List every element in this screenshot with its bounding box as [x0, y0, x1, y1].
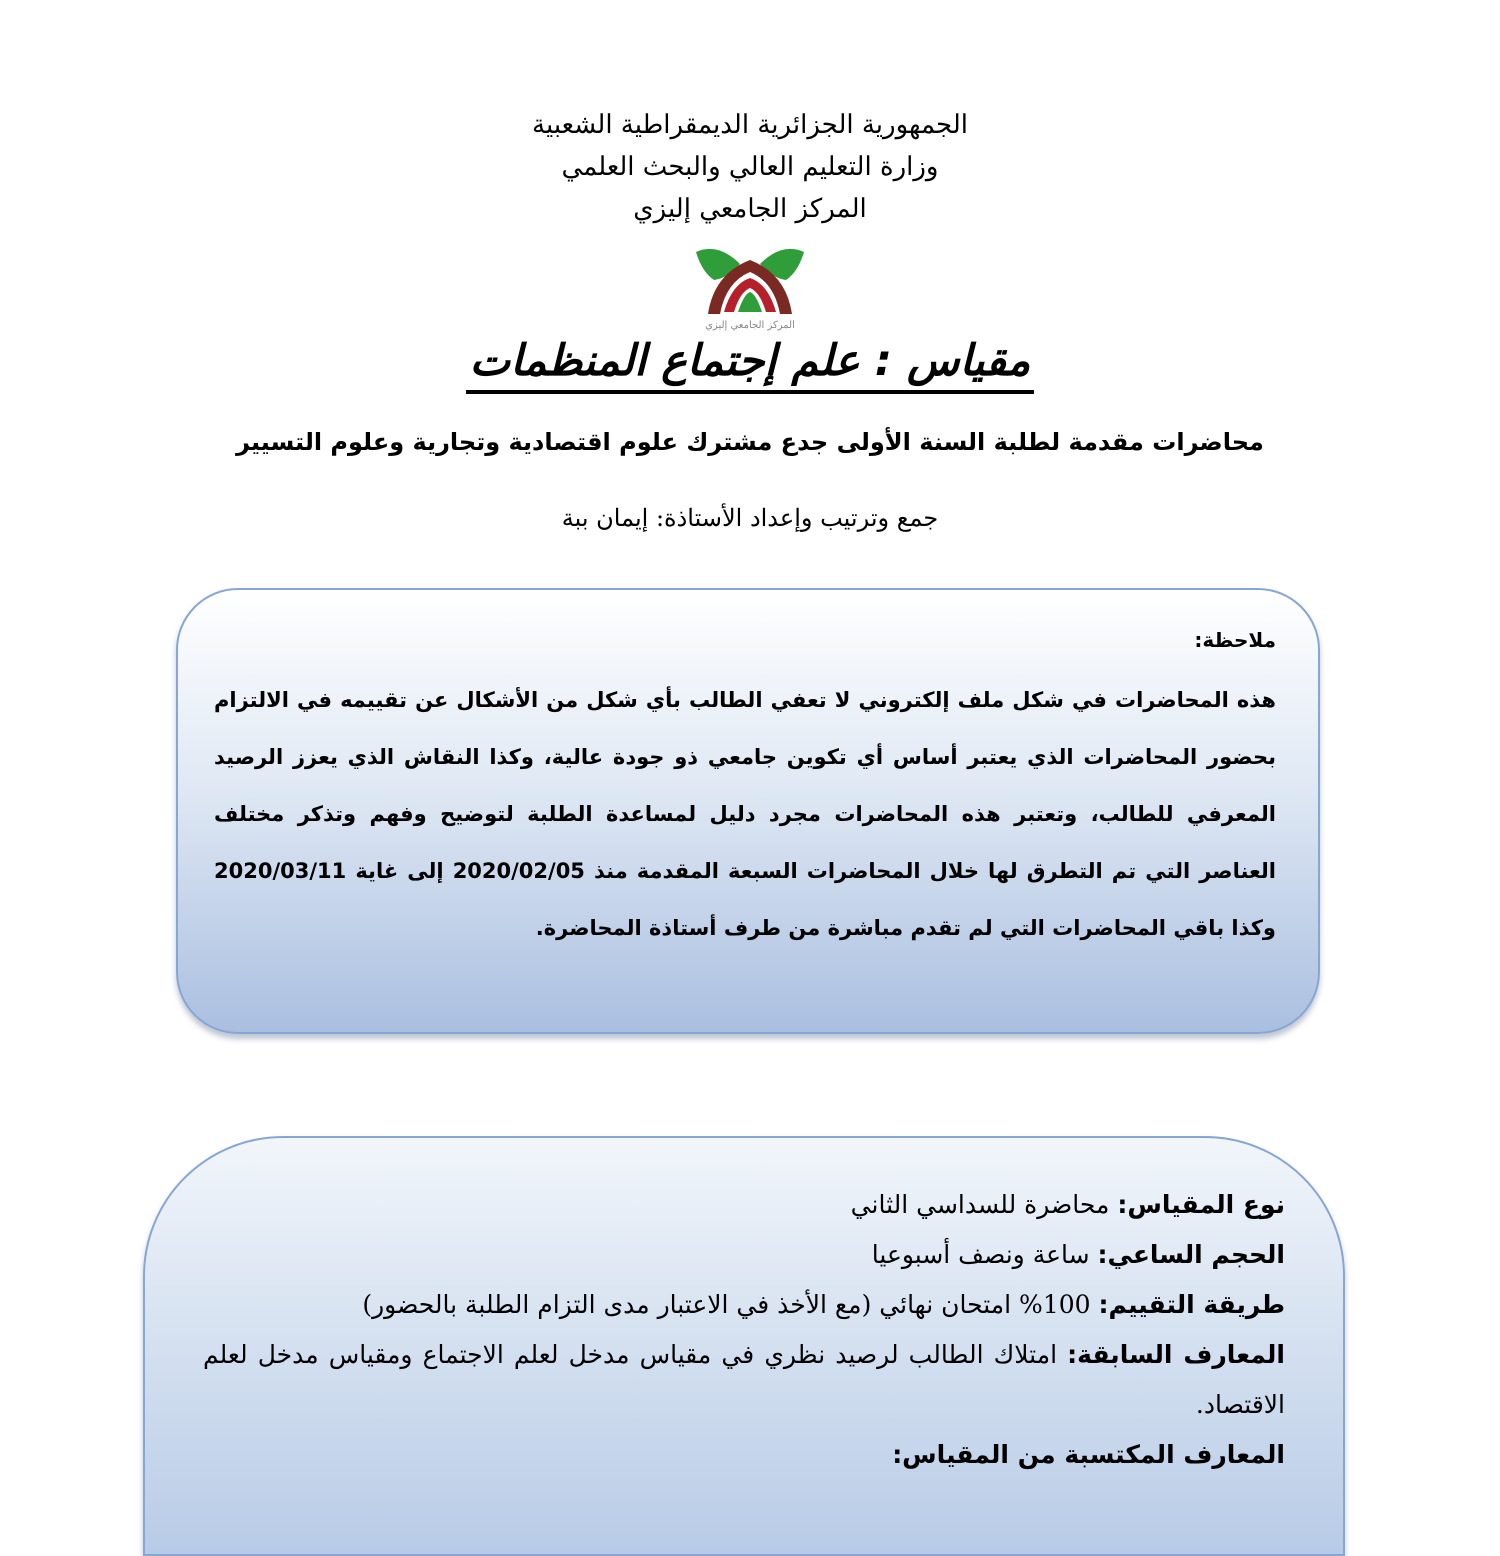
info-row-acquired	[203, 1430, 1285, 1480]
eval-value: 100% امتحان نهائي (مع الأخذ في الاعتبار مدى التزام الطلبة بالحضور)	[362, 1290, 1091, 1319]
info-row-type	[203, 1180, 1285, 1230]
acquired-label: المعارف المكتسبة من المقياس:	[892, 1440, 1285, 1469]
university-logo-icon	[688, 238, 812, 334]
hours-value: ساعة ونصف أسبوعيا	[871, 1240, 1090, 1269]
note-body: هذه المحاضرات في شكل ملف إلكتروني لا تعفي الطالب بأي شكل من الأشكال عن تقييمه في الالتزام بحضور المحاضرات الذي يعتبر أساس أي تكوين جامعي ذو جودة عالية، وكذا النقاش الذي يعزز الرصيد المعرفي للطالب، وتعتبر هذه المحاضرات مجرد دليل لمساعدة الطلبة لتوضيح وفهم وتذكر مختلف العناصر التي تم التطرق لها خلال المحاضرات السبعة المقدمة منذ 2020/02/05 إلى غاية 2020/03/11 وكذا باقي المحاضرات التي لم تقدم مباشرة من طرف أستاذة المحاضرة.	[214, 688, 1276, 940]
info-row-eval	[203, 1280, 1285, 1330]
header-ministry: وزارة التعليم العالي والبحث العلمي	[561, 152, 939, 182]
type-label: نوع المقياس:	[1117, 1190, 1285, 1219]
info-row-hours	[203, 1230, 1285, 1280]
note-label: ملاحظة:	[1194, 628, 1276, 652]
eval-label: طريقة التقييم:	[1098, 1290, 1285, 1319]
logo-caption: المركز الجامعي إليزي	[705, 320, 795, 331]
header-republic: الجمهورية الجزائرية الديمقراطية الشعبية	[532, 110, 968, 140]
note-box	[176, 588, 1320, 1034]
course-info	[203, 1180, 1285, 1480]
title-text: مقياس : علم إجتماع المنظمات	[466, 336, 1035, 394]
prior-label: المعارف السابقة:	[1067, 1340, 1285, 1369]
prior-value: امتلاك الطالب لرصيد نظري في مقياس مدخل لعلم الاجتماع ومقياس مدخل لعلم الاقتصاد.	[203, 1340, 1285, 1419]
type-value: محاضرة للسداسي الثاني	[850, 1190, 1110, 1219]
hours-label: الحجم الساعي:	[1097, 1240, 1285, 1269]
prepared-by: جمع وترتيب وإعداد الأستاذة: إيمان ببة	[561, 504, 939, 532]
subtitle: محاضرات مقدمة لطلبة السنة الأولى جدع مشترك علوم اقتصادية وتجارية وعلوم التسيير	[236, 428, 1264, 456]
page-title	[0, 336, 1500, 386]
header-university: المركز الجامعي إليزي	[633, 194, 867, 224]
course-info-box	[143, 1136, 1345, 1556]
info-row-prior	[203, 1330, 1285, 1430]
